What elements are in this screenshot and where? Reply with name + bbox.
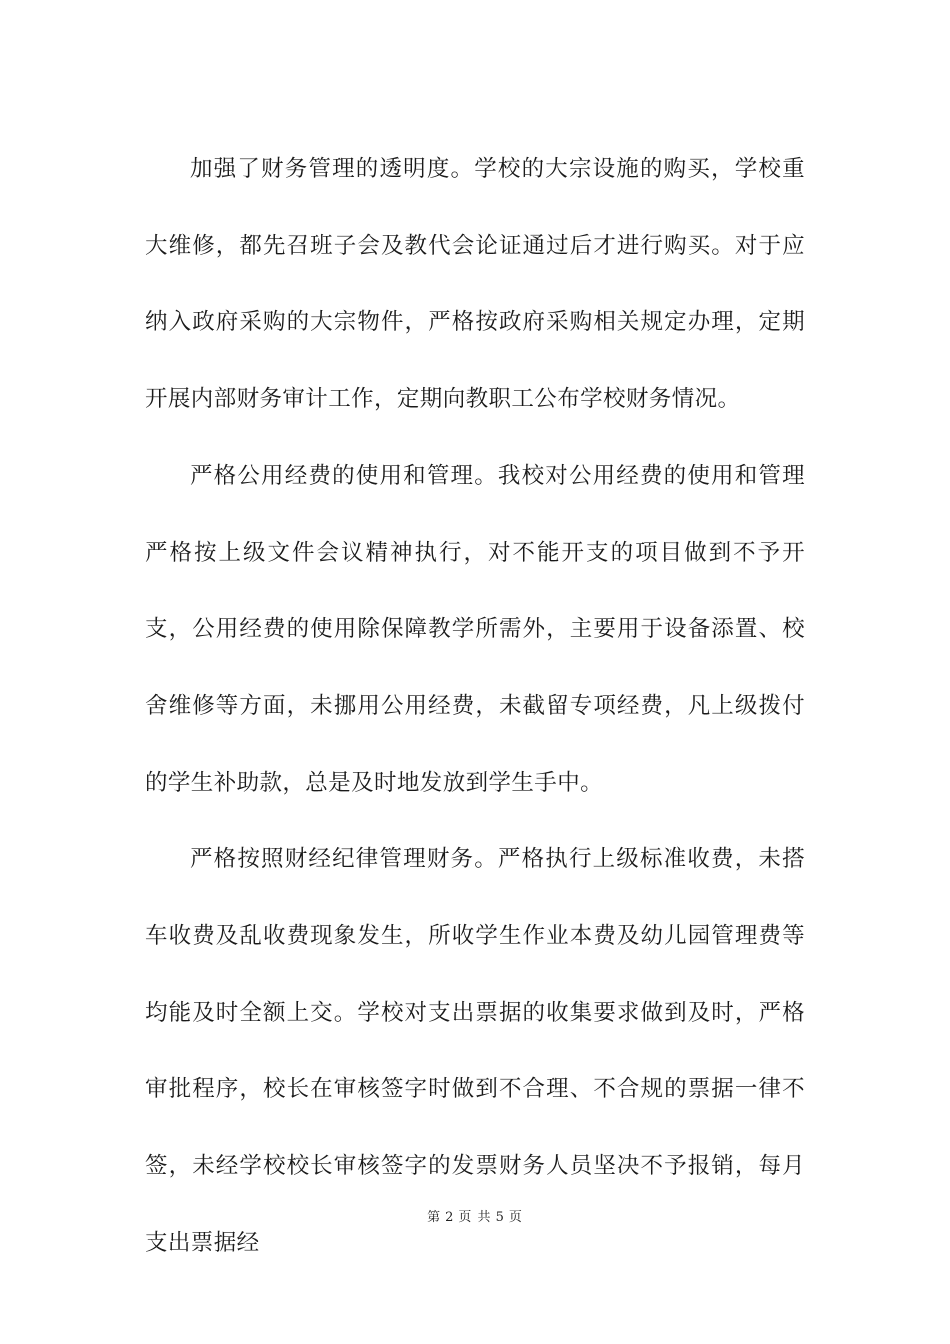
body-text [145, 131, 805, 1282]
footer-suffix: 页 [508, 1210, 523, 1225]
footer-middle: 页 共 [458, 1210, 492, 1225]
current-page-number: 2 [445, 1210, 455, 1225]
page-footer [0, 1206, 950, 1225]
total-pages-number: 5 [495, 1210, 505, 1225]
paragraph-financial-discipline: 严格按照财经纪律管理财务。严格执行上级标准收费，未搭车收费及乱收费现象发生，所收学生作业本费及幼儿园管理费等均能及时全额上交。学校对支出票据的收集要求做到及时，严格审批程序，校长在审核签字时做到不合理、不合规的票据一律不签，未经学校校长审核签字的发票财务人员坚决不予报销，每月支出票据经 [145, 846, 805, 1256]
paragraph-public-funds: 严格公用经费的使用和管理。我校对公用经费的使用和管理严格按上级文件会议精神执行，对不能开支的项目做到不予开支，公用经费的使用除保障教学所需外，主要用于设备添置、校舍维修等方面，未挪用公用经费，未截留专项经费，凡上级拨付的学生补助款，总是及时地发放到学生手中。 [145, 462, 805, 796]
footer-prefix: 第 [427, 1210, 442, 1225]
paragraph-financial-transparency: 加强了财务管理的透明度。学校的大宗设施的购买，学校重大维修，都先召班子会及教代会论证通过后才进行购买。对于应纳入政府采购的大宗物件，严格按政府采购相关规定办理，定期开展内部财务审计工作，定期向教职工公布学校财务情况。 [145, 156, 805, 413]
